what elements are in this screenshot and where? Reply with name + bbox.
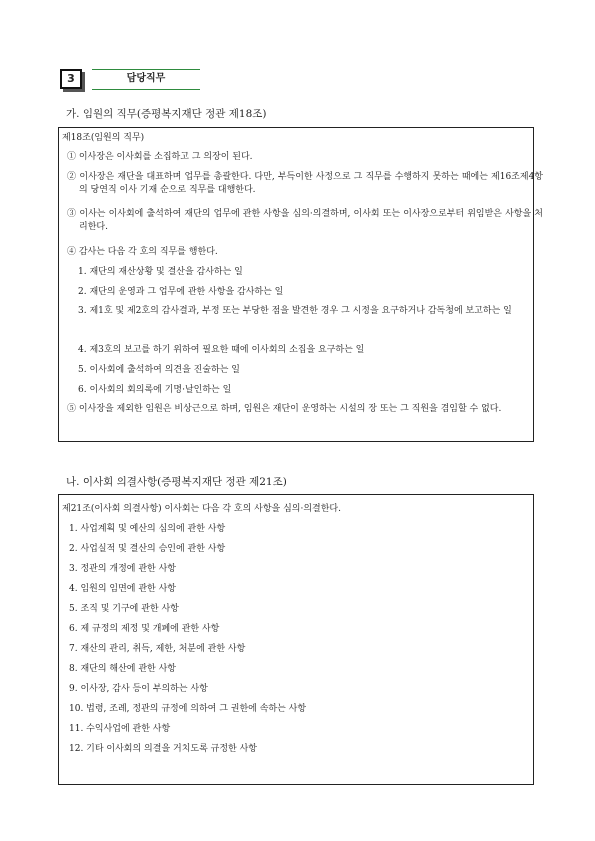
council-item-3: 3. 정관의 개정에 관한 사항	[69, 564, 176, 574]
part-a-heading: 가. 임원의 직무(증평복지재단 정관 제18조)	[66, 108, 267, 120]
council-item-8: 8. 재단의 해산에 관한 사항	[69, 664, 176, 674]
article-21-title: 제21조(이사회 의결사항) 이사회는 다음 각 호의 사항을 심의·의결한다.	[62, 504, 341, 514]
article-18-item-2: ② 이사장은 재단을 대표하며 업무를 총괄한다. 다만, 부득이한 사정으로 그 직무를 수행하지 못하는 때에는 제16조제4항의 당연직 이사 기재 순으로 직무를 대행한다.	[67, 172, 543, 195]
council-item-1: 1. 사업계획 및 예산의 심의에 관한 사항	[69, 524, 226, 534]
audit-duty-1: 1. 재단의 재산상황 및 결산을 감사하는 일	[78, 267, 243, 277]
council-item-2: 2. 사업실적 및 결산의 승인에 관한 사항	[69, 544, 226, 554]
council-item-9: 9. 이사장, 감사 등이 부의하는 사항	[69, 684, 208, 694]
section-header	[60, 69, 205, 91]
council-item-11: 11. 수익사업에 관한 사항	[69, 724, 171, 734]
council-item-5: 5. 조직 및 기구에 관한 사항	[69, 604, 179, 614]
part-b-heading: 나. 이사회 의결사항(증평복지재단 정관 제21조)	[66, 476, 287, 488]
article-18-item-4: ④ 감사는 다음 각 호의 직무를 행한다.	[67, 247, 218, 257]
article-18-item-1: ① 이사장은 이사회를 소집하고 그 의장이 된다.	[67, 152, 253, 162]
council-item-12: 12. 기타 이사회의 의결을 거치도록 규정한 사항	[69, 744, 257, 754]
section-number: 3	[60, 69, 82, 89]
council-item-4: 4. 임원의 임면에 관한 사항	[69, 584, 176, 594]
section-title: 담당직무	[92, 69, 200, 90]
audit-duty-3: 3. 제1호 및 제2호의 감사결과, 부정 또는 부당한 점을 발견한 경우 그 시정을 요구하거나 감독청에 보고하는 일	[78, 306, 512, 316]
audit-duty-4: 4. 제3호의 보고를 하기 위하여 필요한 때에 이사회의 소집을 요구하는 일	[78, 345, 365, 355]
audit-duty-2: 2. 재단의 운영과 그 업무에 관한 사항을 감사하는 일	[78, 287, 284, 297]
article-21-box	[58, 494, 534, 785]
audit-duty-5: 5. 이사회에 출석하여 의견을 진술하는 일	[78, 365, 240, 375]
council-item-7: 7. 재산의 관리, 취득, 제한, 처분에 관한 사항	[69, 644, 246, 654]
article-18-box	[58, 127, 543, 442]
article-18-item-3: ③ 이사는 이사회에 출석하여 재단의 업무에 관한 사항을 심의·의결하며, 이사회 또는 이사장으로부터 위임받은 사항을 처리한다.	[67, 209, 543, 232]
article-18-item-5: ⑤ 이사장을 제외한 임원은 비상근으로 하며, 임원은 재단이 운영하는 시설의 장 또는 그 직원을 겸임할 수 없다.	[67, 404, 502, 414]
council-item-6: 6. 제 규정의 제정 및 개폐에 관한 사항	[69, 624, 220, 634]
audit-duty-6: 6. 이사회의 회의록에 기명·날인하는 일	[78, 385, 232, 395]
council-item-10: 10. 법령, 조례, 정관의 규정에 의하여 그 권한에 속하는 사항	[69, 704, 307, 714]
article-18-title: 제18조(임원의 직무)	[62, 133, 145, 143]
